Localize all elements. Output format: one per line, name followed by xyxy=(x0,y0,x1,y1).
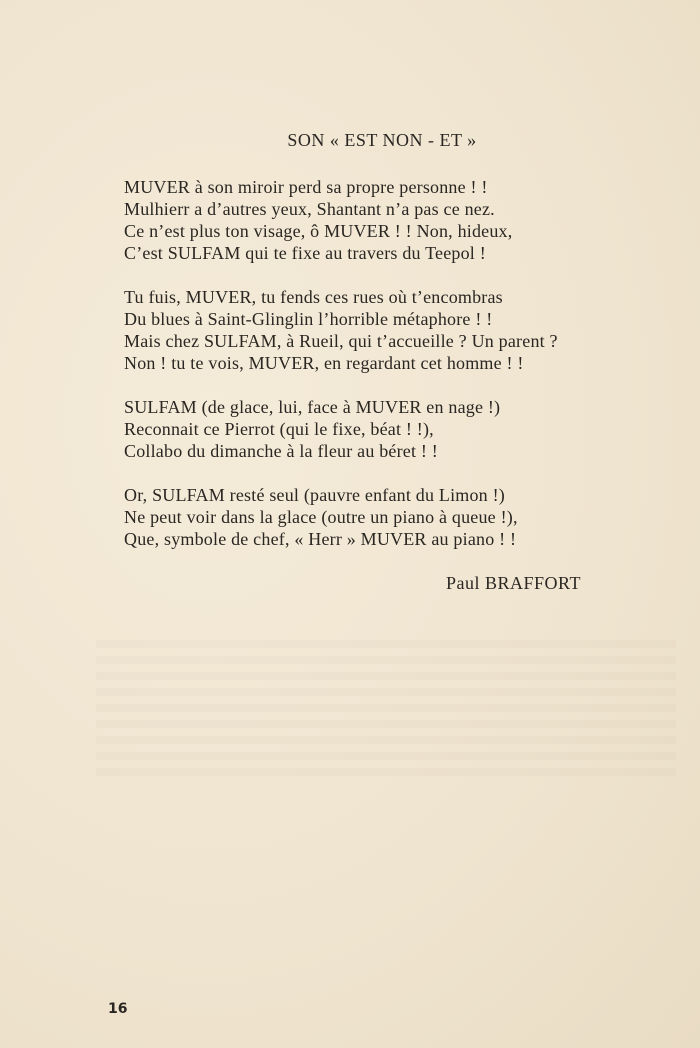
stanza xyxy=(124,484,674,550)
author-signature: Paul BRAFFORT xyxy=(446,573,581,593)
poem-line: MUVER à son miroir perd sa propre personne ! ! xyxy=(124,177,488,197)
poem-line: Non ! tu te vois, MUVER, en regardant cet homme ! ! xyxy=(124,353,524,373)
poem-line: Mulhierr a d’autres yeux, Shantant n’a pas ce nez. xyxy=(124,199,495,219)
poem-line: Mais chez SULFAM, à Rueil, qui t’accueille ? Un parent ? xyxy=(124,331,558,351)
poem-title: SON « EST NON - ET » xyxy=(287,130,477,150)
poem-line: SULFAM (de glace, lui, face à MUVER en nage !) xyxy=(124,397,501,417)
poem-line: Du blues à Saint-Glinglin l’horrible métaphore ! ! xyxy=(124,309,493,329)
poem-line: Ce n’est plus ton visage, ô MUVER ! ! Non, hideux, xyxy=(124,221,513,241)
poem-line: C’est SULFAM qui te fixe au travers du Teepol ! xyxy=(124,243,486,263)
poem-line: Reconnait ce Pierrot (qui le fixe, béat ! !), xyxy=(124,419,434,439)
poem-line: Tu fuis, MUVER, tu fends ces rues où t’encombras xyxy=(124,287,503,307)
page-number: 16 xyxy=(108,1001,128,1017)
poem-line: Collabo du dimanche à la fleur au béret ! ! xyxy=(124,441,438,461)
poem-line: Que, symbole de chef, « Herr » MUVER au piano ! ! xyxy=(124,529,517,549)
stanza xyxy=(124,396,674,462)
poem-line: Or, SULFAM resté seul (pauvre enfant du Limon !) xyxy=(124,485,505,505)
stanza xyxy=(124,286,674,374)
poem-line: Ne peut voir dans la glace (outre un piano à queue !), xyxy=(124,507,518,527)
poem-body xyxy=(124,176,674,572)
show-through-text xyxy=(96,640,676,780)
stanza xyxy=(124,176,674,264)
